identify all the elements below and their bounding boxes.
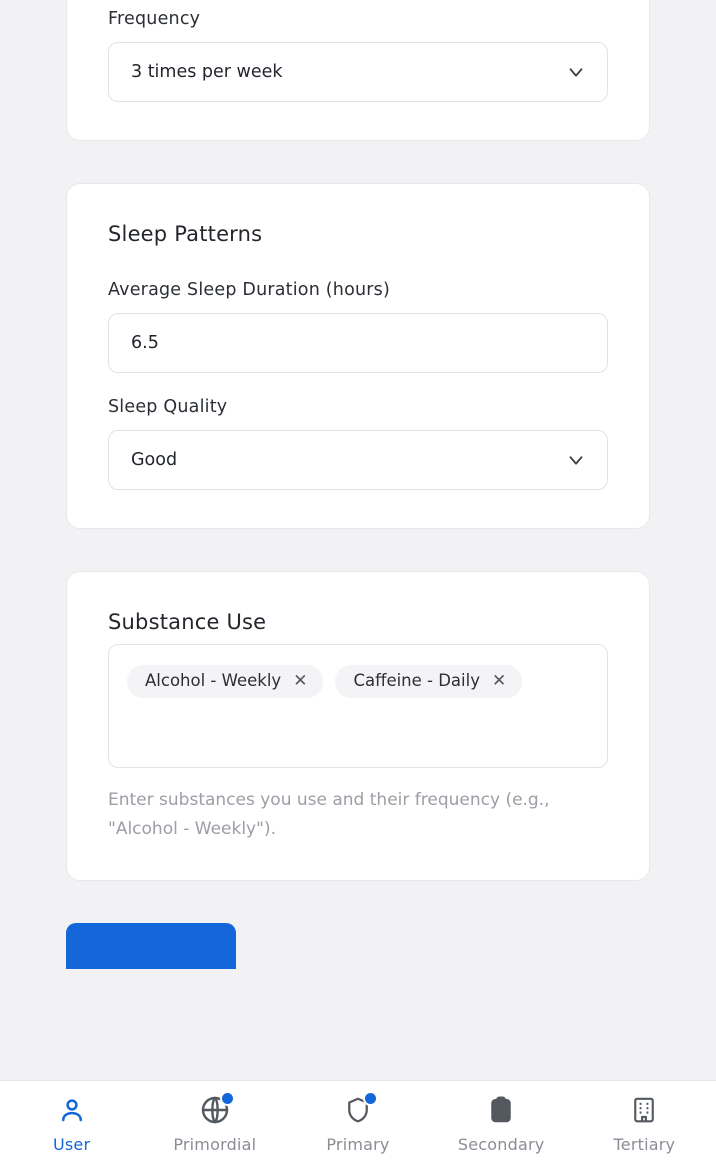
tab-primary[interactable] bbox=[286, 1093, 429, 1154]
tab-label: Secondary bbox=[457, 1135, 545, 1154]
save-button[interactable] bbox=[66, 923, 236, 969]
chevron-down-icon bbox=[565, 449, 587, 471]
substance-helper-text: Enter substances you use and their frequency (e.g., "Alcohol - Weekly"). bbox=[108, 790, 550, 840]
exercise-card bbox=[66, 0, 650, 141]
badge-dot bbox=[363, 1091, 378, 1106]
tab-label: Tertiary bbox=[613, 1135, 676, 1154]
sleep-patterns-card bbox=[66, 183, 650, 529]
bottom-tab-bar bbox=[0, 1080, 716, 1172]
building-icon bbox=[627, 1093, 661, 1127]
substance-use-card bbox=[66, 571, 650, 881]
tab-label: Primordial bbox=[173, 1135, 257, 1154]
sleep-patterns-title: Sleep Patterns bbox=[108, 222, 263, 246]
tab-label: Primary bbox=[326, 1135, 390, 1154]
tab-user[interactable] bbox=[0, 1093, 143, 1154]
substance-use-title: Substance Use bbox=[108, 610, 267, 634]
frequency-select[interactable] bbox=[108, 42, 608, 102]
tag-label: Caffeine - Daily bbox=[353, 671, 480, 691]
tab-tertiary[interactable] bbox=[573, 1093, 716, 1154]
substance-tags-input[interactable] bbox=[108, 644, 608, 768]
close-icon[interactable]: ✕ bbox=[293, 671, 308, 691]
sleep-quality-select[interactable] bbox=[108, 430, 608, 490]
sleep-duration-label: Average Sleep Duration (hours) bbox=[108, 280, 391, 300]
sleep-duration-input[interactable] bbox=[108, 313, 608, 373]
user-icon bbox=[55, 1093, 89, 1127]
list-item[interactable] bbox=[335, 665, 522, 698]
chevron-down-icon bbox=[565, 61, 587, 83]
globe-icon bbox=[198, 1093, 232, 1127]
clipboard-icon bbox=[484, 1093, 518, 1127]
tab-label: User bbox=[52, 1135, 91, 1154]
tab-primordial[interactable] bbox=[143, 1093, 286, 1154]
shield-icon bbox=[341, 1093, 375, 1127]
frequency-value: 3 times per week bbox=[131, 62, 283, 82]
close-icon[interactable]: ✕ bbox=[491, 671, 507, 691]
frequency-label: Frequency bbox=[108, 9, 201, 29]
list-item[interactable] bbox=[127, 665, 323, 698]
tab-secondary[interactable] bbox=[430, 1093, 573, 1154]
tag-label: Alcohol - Weekly bbox=[145, 671, 282, 691]
badge-dot bbox=[220, 1091, 235, 1106]
sleep-quality-value: Good bbox=[131, 450, 178, 470]
sleep-quality-label: Sleep Quality bbox=[108, 397, 228, 417]
sleep-duration-value: 6.5 bbox=[131, 333, 159, 353]
